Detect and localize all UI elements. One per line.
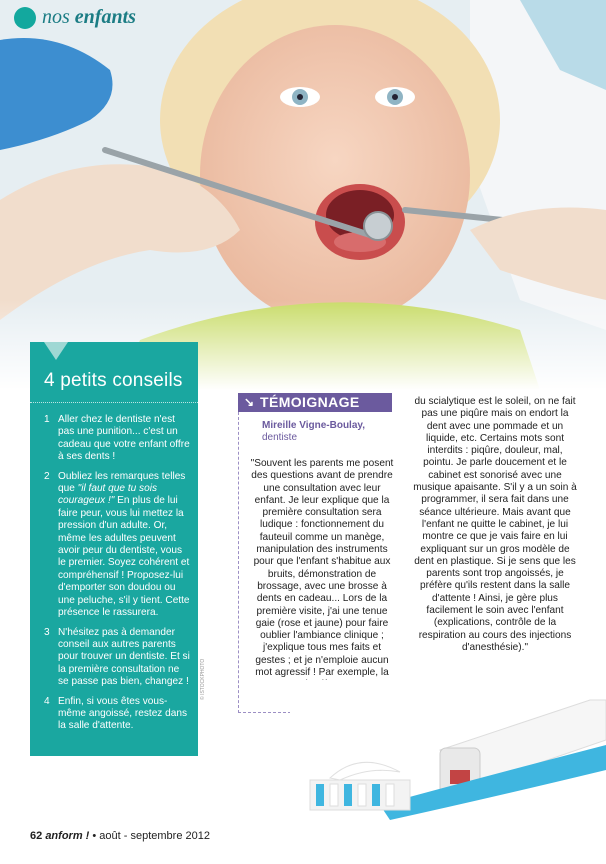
issue-date: • août - septembre 2012 — [92, 830, 210, 842]
tip-text: Aller chez le dentiste n'est pas une punition... c'est un cadeau que votre enfant offre à ses dents ! — [58, 414, 190, 463]
tip-item — [44, 627, 192, 689]
section-title — [42, 6, 136, 29]
section-header — [0, 0, 200, 36]
tip-text: N'hésitez pas à demander conseil aux autres parents pour trouver un dentiste. Et si la première consultation ne se passe pas bien, changez ! — [58, 626, 190, 688]
tip-number: 4 — [44, 695, 50, 707]
tip-item — [44, 471, 192, 620]
tips-title: 4 petits conseils — [44, 370, 183, 391]
testimony-author — [262, 420, 365, 444]
hero-photo — [0, 0, 606, 390]
tip-item — [44, 696, 192, 733]
author-name: Mireille Vigne-Boulay, — [262, 420, 365, 431]
tip-number: 2 — [44, 470, 50, 482]
tips-box — [30, 342, 198, 756]
section-dot-icon — [14, 7, 36, 29]
arrow-icon: ↘ — [244, 395, 255, 409]
page-number: 62 — [30, 830, 43, 842]
tip-quote: "il faut que tu sois courageux !" — [58, 483, 157, 507]
testimony-column-1: "Souvent les parents me posent des questions avant de prendre une consultation avec leur enfant. Je leur explique que la première consultation sera ludique : fonctionnement du fauteuil comme un manège, manipulation des instruments pour que l'enfant s'habitue aux bruits, démonstration de brossage, avec une brosse à dents en cadeau... Lors de la première visite, j'ai une tenue gaie (rose et jaune) pour faire oublier l'ambiance clinique ; j'explique tous mes faits et gestes ; et je n'emploie aucun mot agressif ! Par exemple, la — [250, 458, 394, 679]
tip-item — [44, 414, 192, 464]
tip-number: 3 — [44, 626, 50, 638]
tip-text: Enfin, si vous êtes vous-même angoissé, restez dans la salle d'attente. — [58, 695, 188, 732]
toothbrush-illustration — [290, 680, 606, 830]
tips-divider — [30, 402, 198, 403]
section-title-part1: nos — [42, 6, 70, 28]
testimony-column-2: du scialytique est le soleil, on ne fait pas une piqûre mais on endort la dent avec une pommade et un liquide, etc. Certains mots sont interdits : piqûre, douleur, mal, pointu. Je parle doucement et le cabinet est sonorisé avec une musique apaisante. S'il y a un soin à programmer, il sera fait dans une séance ultérieure. Mais avant que l'enfant ne quitte le cabinet, je lui montre ce que je vais faire en lui expliquant sur un gros modèle de dent en plastique. Si je sens que les parents sont trop angoissés, je préfère qu'ils restent dans la salle d'attente ! Ainsi, je gère plus facilement le soin avec l'enfant (explications, contrôle de la respiration au cours des injections d'anesthésie)." — [413, 396, 577, 653]
testimony-label: TÉMOIGNAGE — [260, 394, 360, 410]
author-role: dentiste — [262, 432, 298, 443]
page-footer — [30, 830, 210, 842]
bristles — [310, 780, 410, 810]
photo-credit: © ISTOCKPHOTO — [200, 658, 206, 700]
tips-list — [44, 414, 192, 740]
testimony-tag — [238, 393, 392, 412]
tip-text-pre: Oubliez les remarques telles que — [58, 470, 186, 495]
magazine-name: anform ! — [45, 830, 90, 842]
section-title-part2: enfants — [69, 6, 136, 28]
tip-number: 1 — [44, 414, 50, 425]
hero-illustration — [0, 0, 606, 390]
tips-notch — [44, 342, 68, 360]
tip-text-post: En plus de lui faire peur, vous lui mettez la pression d'un adulte. Or, même les adultes peuvent avoir peur du dentiste, vous le premier. Soyez cohérent et compréhensif ! Proposez-lui d'emporter son doudou ou une peluche, s'il y tient. Cette présence le rassurera. — [58, 495, 190, 619]
